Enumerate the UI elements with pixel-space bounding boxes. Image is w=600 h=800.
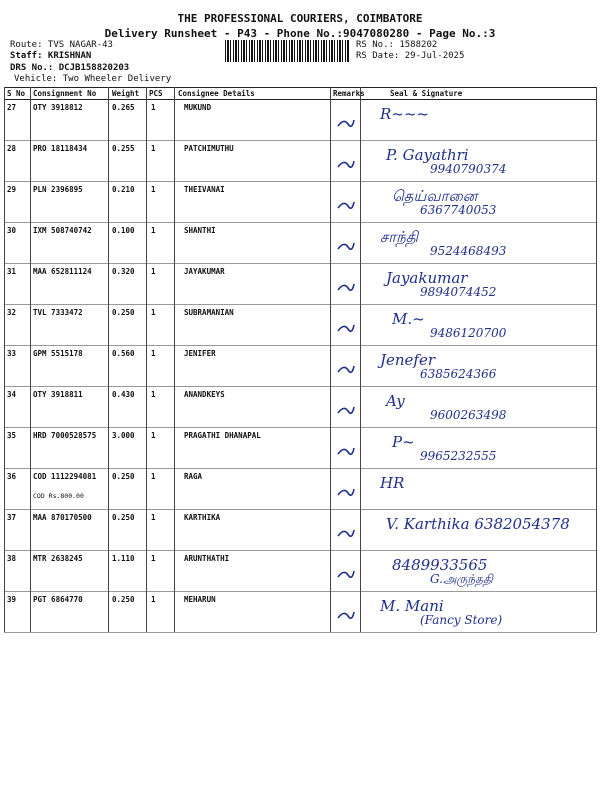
row-consignment: PRO 18118434	[33, 144, 88, 153]
barcode-image	[225, 40, 349, 62]
row-consignment: PLN 2396895	[33, 185, 83, 194]
column-divider	[30, 87, 31, 632]
row-weight: 0.100	[112, 226, 135, 235]
row-weight: 0.255	[112, 144, 135, 153]
signature-phone: G.அருந்ததி	[430, 572, 493, 586]
row-sno: 35	[7, 431, 17, 440]
signature-text: தெய்வானை	[392, 187, 478, 205]
row-sno: 31	[7, 267, 17, 276]
remark-tick-mark	[336, 156, 366, 170]
row-consignee: PATCHIMUTHU	[184, 144, 234, 153]
row-sno: 33	[7, 349, 17, 358]
row-consignment: MAA 870170500	[33, 513, 92, 522]
row-consignee: MUKUND	[184, 103, 212, 112]
row-consignment: OTY 3918812	[33, 103, 83, 112]
row-consignee: JAYAKUMAR	[184, 267, 225, 276]
row-weight: 0.560	[112, 349, 135, 358]
column-divider	[108, 87, 109, 632]
signature-text: P. Gayathri	[386, 146, 469, 164]
row-consignment: IXM 508740742	[33, 226, 92, 235]
remark-tick-mark	[336, 279, 366, 293]
column-divider	[596, 87, 597, 632]
row-pcs: 1	[151, 349, 156, 358]
signature-phone: 9600263498	[430, 408, 507, 422]
table-header-rule	[4, 99, 596, 100]
staff-label: Staff: KRISHNAN	[10, 51, 92, 61]
row-consignee: KARTHIKA	[184, 513, 221, 522]
row-cod-amount: COD Rs.800.00	[33, 492, 84, 500]
row-divider	[4, 509, 596, 510]
signature-phone: 9894074452	[420, 285, 497, 299]
row-divider	[4, 304, 596, 305]
signature-text: V. Karthika 6382054378	[386, 515, 570, 533]
row-pcs: 1	[151, 267, 156, 276]
row-consignment: GPM 5515178	[33, 349, 83, 358]
row-sno: 34	[7, 390, 17, 399]
route-label: Route: TVS NAGAR-43	[10, 40, 113, 50]
row-pcs: 1	[151, 595, 156, 604]
row-weight: 3.000	[112, 431, 135, 440]
row-divider	[4, 222, 596, 223]
row-sno: 36	[7, 472, 17, 481]
row-pcs: 1	[151, 513, 156, 522]
remark-tick-mark	[336, 402, 366, 416]
row-consignment: OTY 3918811	[33, 390, 83, 399]
signature-text: சாந்தி	[380, 228, 419, 246]
signature-phone: 9524468493	[430, 244, 507, 258]
row-divider	[4, 468, 596, 469]
row-divider	[4, 427, 596, 428]
row-consignment: TVL 7333472	[33, 308, 83, 317]
row-divider	[4, 181, 596, 182]
signature-text: HR	[380, 474, 405, 492]
row-pcs: 1	[151, 390, 156, 399]
row-weight: 0.210	[112, 185, 135, 194]
row-sno: 29	[7, 185, 17, 194]
row-pcs: 1	[151, 103, 156, 112]
remark-tick-mark	[336, 197, 366, 211]
column-divider	[174, 87, 175, 632]
row-consignee: MEHARUN	[184, 595, 216, 604]
row-consignment: HRD 7000528575	[33, 431, 97, 440]
vehicle-label: Vehicle: Two Wheeler Delivery	[14, 74, 172, 84]
row-weight: 0.320	[112, 267, 135, 276]
row-pcs: 1	[151, 554, 156, 563]
remark-tick-mark	[336, 566, 366, 580]
remark-tick-mark	[336, 238, 366, 252]
signature-phone: (Fancy Store)	[420, 613, 503, 627]
runsheet-subtitle: Delivery Runsheet - P43 - Phone No.:9047080280 - Page No.:3	[104, 27, 496, 40]
row-divider	[4, 140, 596, 141]
row-pcs: 1	[151, 472, 156, 481]
column-header: Weight	[112, 89, 140, 98]
row-consignee: ARUNTHATHI	[184, 554, 230, 563]
row-weight: 0.265	[112, 103, 135, 112]
remark-tick-mark	[336, 525, 366, 539]
row-sno: 30	[7, 226, 17, 235]
row-pcs: 1	[151, 144, 156, 153]
remark-tick-mark	[336, 361, 366, 375]
signature-phone: 9486120700	[430, 326, 507, 340]
row-consignee: JENIFER	[184, 349, 216, 358]
signature-text: P~	[392, 433, 415, 451]
table-top-rule	[4, 87, 596, 88]
signature-phone: 6367740053	[420, 203, 497, 217]
row-divider	[4, 263, 596, 264]
signature-text: Jenefer	[380, 351, 436, 369]
row-pcs: 1	[151, 308, 156, 317]
column-header: Consignee Details	[178, 89, 255, 98]
row-sno: 28	[7, 144, 17, 153]
row-divider	[4, 632, 596, 633]
row-pcs: 1	[151, 431, 156, 440]
row-weight: 1.110	[112, 554, 135, 563]
row-weight: 0.250	[112, 308, 135, 317]
row-divider	[4, 386, 596, 387]
row-pcs: 1	[151, 185, 156, 194]
row-pcs: 1	[151, 226, 156, 235]
signature-phone: 9965232555	[420, 449, 497, 463]
row-consignee: THEIVANAI	[184, 185, 225, 194]
row-divider	[4, 591, 596, 592]
signature-phone: 6385624366	[420, 367, 497, 381]
drs-label: DRS No.: DCJB158820203	[10, 63, 130, 73]
row-consignee: ANANDKEYS	[184, 390, 225, 399]
row-sno: 38	[7, 554, 17, 563]
row-consignee: RAGA	[184, 472, 203, 481]
row-divider	[4, 550, 596, 551]
remark-tick-mark	[336, 443, 366, 457]
row-sno: 37	[7, 513, 17, 522]
column-divider	[4, 87, 5, 632]
column-header: Consignment No	[33, 89, 97, 98]
signature-text: M. Mani	[380, 597, 444, 615]
row-consignment: MAA 652811124	[33, 267, 92, 276]
company-title: THE PROFESSIONAL COURIERS, COIMBATORE	[177, 12, 423, 25]
column-divider	[330, 87, 331, 632]
remark-tick-mark	[336, 320, 366, 334]
signature-text: M.~	[392, 310, 425, 328]
remark-tick-mark	[336, 484, 366, 498]
row-consignment: MTR 2638245	[33, 554, 83, 563]
column-header: Remarks	[333, 89, 365, 98]
row-divider	[4, 345, 596, 346]
column-header: Seal & Signature	[390, 89, 463, 98]
rs-number: RS No.: 1588202	[356, 40, 438, 50]
signature-text: R~~~	[380, 105, 429, 123]
row-consignment: COD 1112294081	[33, 472, 97, 481]
row-consignment: PGT 6864770	[33, 595, 83, 604]
row-consignee: SUBRAMANIAN	[184, 308, 234, 317]
column-header: S No	[7, 89, 26, 98]
column-header: PCS	[149, 89, 163, 98]
remark-tick-mark	[336, 607, 366, 621]
row-weight: 0.250	[112, 595, 135, 604]
row-consignee: SHANTHI	[184, 226, 216, 235]
remark-tick-mark	[336, 115, 366, 129]
signature-text: 8489933565	[392, 556, 488, 574]
row-consignee: PRAGATHI DHANAPAL	[184, 431, 261, 440]
column-divider	[146, 87, 147, 632]
signature-text: Jayakumar	[386, 269, 468, 287]
rs-date: RS Date: 29-Jul-2025	[356, 51, 465, 61]
row-weight: 0.430	[112, 390, 135, 399]
signature-text: Ay	[386, 392, 405, 410]
row-sno: 27	[7, 103, 17, 112]
row-weight: 0.250	[112, 513, 135, 522]
row-weight: 0.250	[112, 472, 135, 481]
row-sno: 32	[7, 308, 17, 317]
signature-phone: 9940790374	[430, 162, 507, 176]
row-sno: 39	[7, 595, 17, 604]
